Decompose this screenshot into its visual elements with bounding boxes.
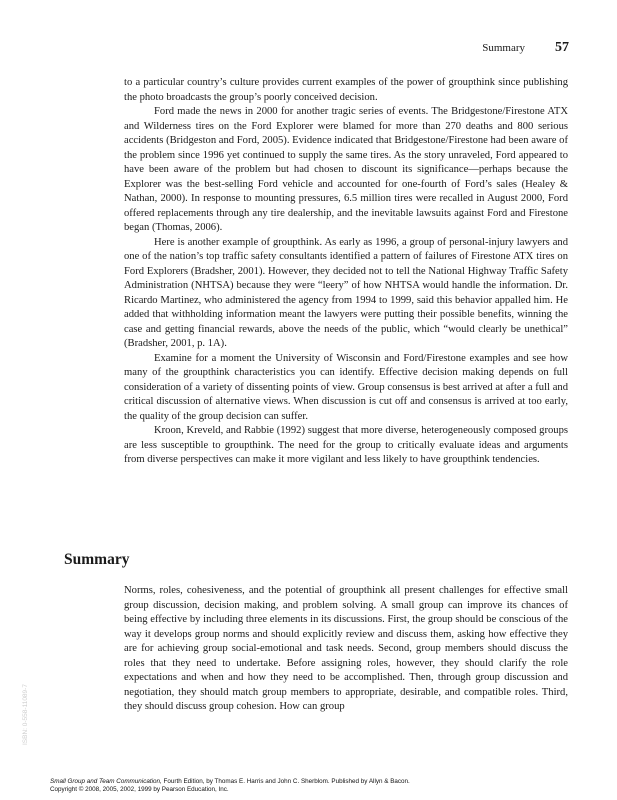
paragraph-ford: Ford made the news in 2000 for another tragic series of events. The Bridgestone/Firestone ATX and Wilderness tires on the Ford Explorer were blamed for more than 270 deaths and 800 serious accidents (Bridgeston and Ford, 2005). Evidence indicated that Bridgestone/Firestone had been aware of the problem since 1996 yet continued to supply the same tires. As the story unraveled, Ford appeared to have been aware of the problem but had chosen to discount its significance—perhaps because the Explorer was the best-selling Ford vehicle and accounted for one-fourth of Ford’s sales (Healey & Nathan, 2000). In response to mounting pressures, 6.5 million tires were recalled in August 2000, Ford offered replacements through any tire dealership, and the inevitable lawsuits against Ford and Firestone began (Thomas, 2006). <box>124 106 568 233</box>
footer-line-2: Copyright © 2008, 2005, 2002, 1999 by Pearson Education, Inc. <box>50 786 229 793</box>
isbn-watermark: ISBN: 0-558-11089-7 <box>22 684 29 745</box>
copyright-footer <box>50 778 590 794</box>
footer-line-1 <box>50 778 590 786</box>
running-head-section: Summary <box>482 42 525 54</box>
paragraph-continued: to a particular country’s culture provides current examples of the power of groupthink since publishing the photo broadcasts the group’s poorly conceived decision. <box>124 77 568 103</box>
running-head <box>482 40 569 56</box>
footer-edition-info: Fourth Edition, by Thomas E. Harris and John C. Sherblom. Published by Allyn & Bacon. <box>161 778 410 785</box>
summary-heading: Summary <box>64 551 130 568</box>
paragraph-examine: Examine for a moment the University of Wisconsin and Ford/Firestone examples and see how many of the groupthink characteristics you can identify. Effective decision making depends on full consideration of a variety of dissenting points of view. Group consensus is best arrived at after a full and critical discussion of alternative views. When discussion is cut off and consensus is arrived at too early, the quality of the group decision can suffer. <box>124 352 568 422</box>
footer-book-title: Small Group and Team Communication, <box>50 778 162 785</box>
paragraph-kroon: Kroon, Kreveld, and Rabbie (1992) suggest that more diverse, heterogeneously composed groups are less susceptible to groupthink. The need for the group to critically evaluate ideas and arguments from diverse perspectives can make it more vigilant and less likely to have groupthink tendencies. <box>124 425 568 465</box>
paragraph-groupthink-example: Here is another example of groupthink. As early as 1996, a group of personal-injury lawyers and one of the nation’s top traffic safety consultants identified a pattern of failures of Firestone ATX tires on Ford Explorers (Bradsher, 2001). However, they decided not to tell the National Highway Traffic Safety Administration (NHTSA) because they were “leery” of how NHTSA would handle the information. Dr. Ricardo Martinez, who administered the agency from 1994 to 1999, said this behavior appalled him. He added that withholding information meant the lawyers were putting their possible benefits, winning the case and getting financial rewards, above the needs of the public, which “would clearly be unethical” (Bradsher, 2001, p. 1A). <box>124 236 568 349</box>
page-number: 57 <box>555 40 569 55</box>
body-text <box>124 76 568 468</box>
summary-text <box>124 584 568 715</box>
summary-paragraph: Norms, roles, cohesiveness, and the potential of groupthink all present challenges for effective small group discussion, decision making, and problem solving. A small group can improve its chances of being effective by including three elements in its discussions. First, the group should be conscious of the way it develops group norms and should explicitly review and discuss them, asking how effective they are for achieving group social-emotional and task needs. Second, group members should discuss the roles that they need to undertake. Before assigning roles, however, they should clarify the role expectations and when and how they need to be accomplished. Then, through group discussion and negotiation, they should match group members to appropriate, desirable, and compatible roles. Third, they should discuss group cohesion. How can group <box>124 585 568 712</box>
